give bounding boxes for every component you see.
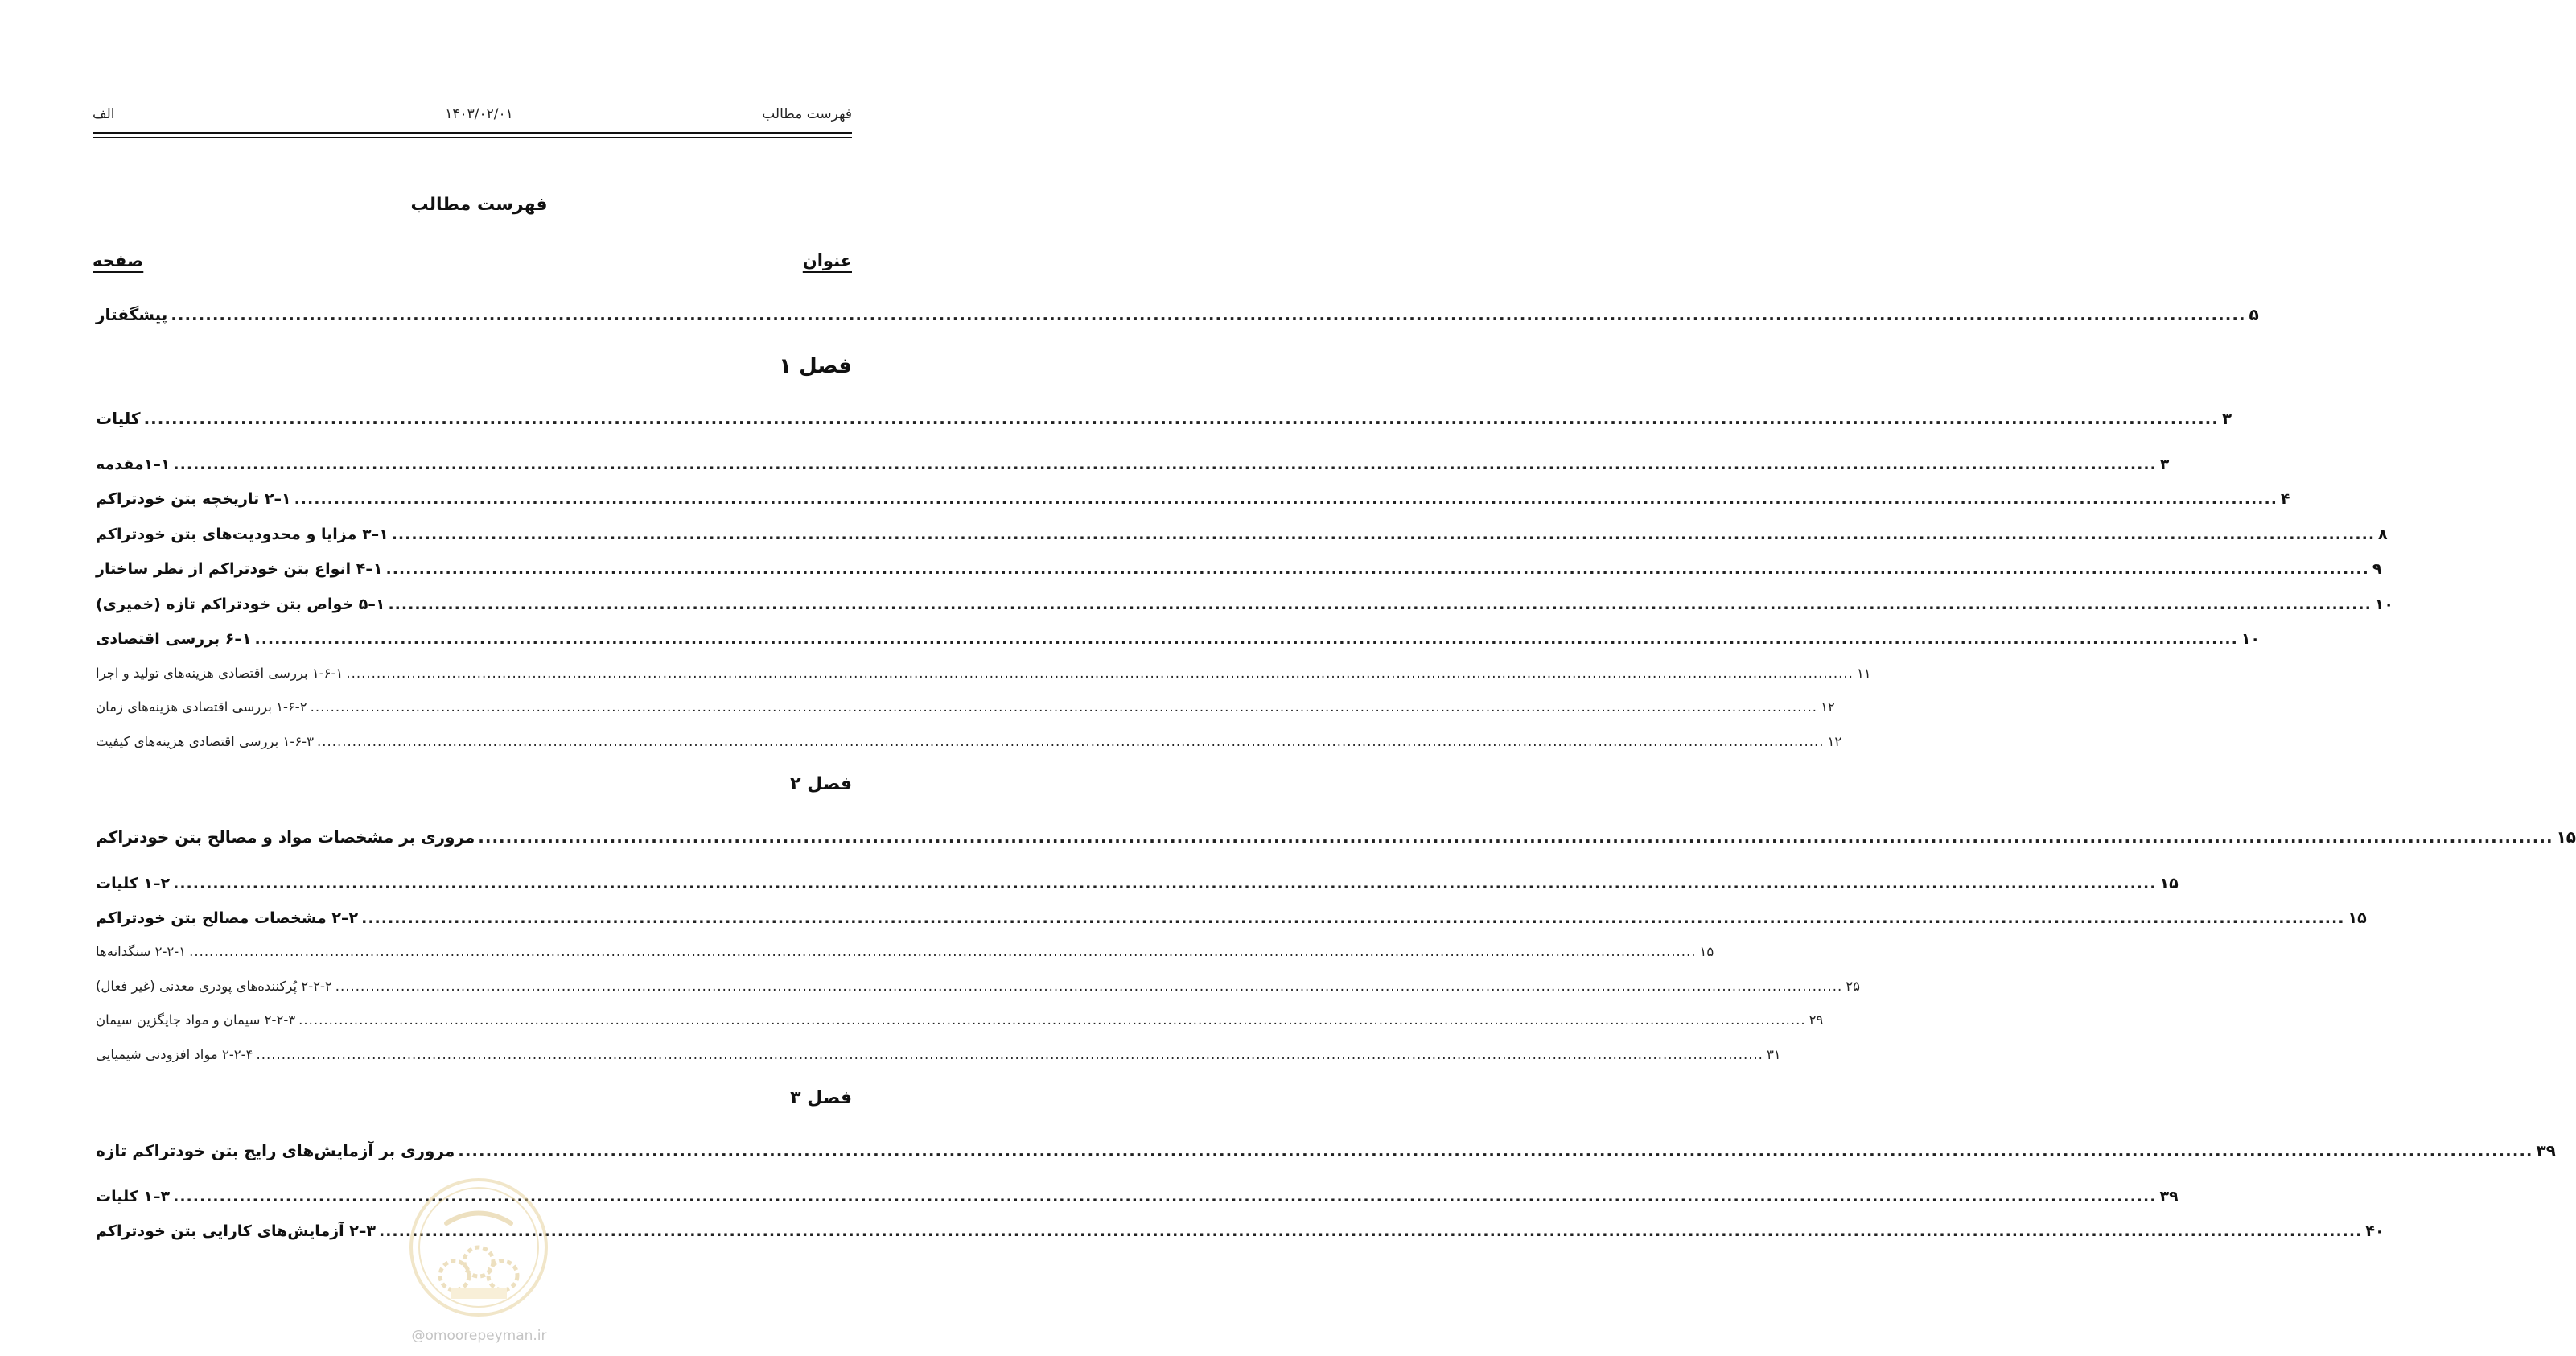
- toc-leader-dots: ............................................................................................................................................................................................................................................................................................................: [310, 699, 1818, 715]
- toc-entry-label: ۱–۲ تاریخچه بتن خودتراکم: [96, 490, 291, 508]
- toc-leader-dots: ............................................................................................................................................................................................................................................................................................................: [189, 944, 1697, 959]
- toc-entry-page: ۵: [2249, 305, 2259, 324]
- toc-entry-label: ۲-۲-۴ مواد افزودنی شیمیایی: [96, 1047, 253, 1062]
- toc-entry-page: ۲۵: [1846, 979, 1860, 994]
- toc-entry-chapter-heading[interactable]: [93, 825, 2576, 849]
- toc-entry-subsection[interactable]: [93, 940, 1714, 964]
- toc-leader-dots: ............................................................................................................................................................................................................................................................................................................: [361, 909, 2345, 927]
- toc-entry-section[interactable]: [93, 487, 2290, 511]
- toc-entry-label: ۱-۶-۳ بررسی اقتصادی هزینه‌های کیفیت: [96, 734, 314, 749]
- toc-entry-label: ۲–۱ کلیات: [96, 875, 171, 892]
- toc-entry-section[interactable]: [93, 452, 2170, 476]
- toc-entry-chapter-heading[interactable]: [93, 1139, 2556, 1163]
- seal-logo-icon: [406, 1175, 551, 1320]
- toc-leader-dots: ............................................................................................................................................................................................................................................................................................................: [458, 1141, 2533, 1160]
- toc-entry-section[interactable]: [93, 627, 2261, 651]
- toc-leader-dots: ............................................................................................................................................................................................................................................................................................................: [254, 630, 2238, 648]
- chapter-3-label: فصل ۳: [790, 1088, 852, 1108]
- toc-entry-section[interactable]: [93, 557, 2382, 581]
- toc-leader-dots: ............................................................................................................................................................................................................................................................................................................: [173, 875, 2157, 892]
- column-header-page: صفحه: [93, 251, 144, 270]
- toc-entry-page: ۳۱: [1766, 1047, 1781, 1062]
- toc-entry-page: ۲۹: [1809, 1012, 1824, 1028]
- toc-entry-label: ۱–۶ بررسی اقتصادی: [96, 630, 252, 648]
- toc-entry-subsection[interactable]: [93, 975, 1860, 999]
- toc-entry-page: ۱۵: [2159, 875, 2179, 892]
- watermark-handle: @omoorepeyman.ir: [411, 1328, 547, 1344]
- toc-entry-label: ۲-۲-۳ سیمان و مواد جایگزین سیمان: [96, 1012, 296, 1028]
- page-title: فهرست مطالب: [410, 195, 548, 215]
- toc-entry-subsection[interactable]: [93, 1008, 1824, 1032]
- toc-leader-dots: ............................................................................................................................................................................................................................................................................................................: [379, 1222, 2363, 1240]
- header-page-label: الف: [93, 106, 115, 122]
- toc-entry-label: کلیات: [96, 409, 141, 428]
- toc-entry-subsection[interactable]: [93, 730, 1842, 754]
- toc-leader-dots: ............................................................................................................................................................................................................................................................................................................: [388, 596, 2372, 613]
- toc-entry-label: پیشگفتار: [96, 305, 168, 324]
- toc-entry-page: ۴۰: [2365, 1222, 2385, 1240]
- toc-entry-label: ۱–۱مقدمه: [96, 455, 171, 473]
- toc-entry-page: ۱۲: [1821, 699, 1835, 715]
- toc-entry-section[interactable]: [93, 522, 2388, 546]
- toc-entry-page: ۱۵: [2348, 909, 2367, 927]
- toc-leader-dots: ............................................................................................................................................................................................................................................................................................................: [143, 409, 2219, 428]
- chapter-2-label: فصل ۲: [790, 774, 852, 794]
- toc-entry-subsection[interactable]: [93, 695, 1835, 719]
- toc-entry-label: ۱-۶-۲ بررسی اقتصادی هزینه‌های زمان: [96, 699, 307, 715]
- toc-entry-label: ۲–۲ مشخصات مصالح بتن خودتراکم: [96, 909, 359, 927]
- toc-entry-label: ۱-۶-۱ بررسی اقتصادی هزینه‌های تولید و اجرا: [96, 666, 344, 681]
- toc-entry-label: ۲-۲-۲ پُرکننده‌های پودری معدنی (غیر فعال): [96, 979, 332, 994]
- toc-entry-section[interactable]: [93, 872, 2179, 896]
- toc-leader-dots: ............................................................................................................................................................................................................................................................................................................: [478, 827, 2553, 847]
- toc-leader-dots: ............................................................................................................................................................................................................................................................................................................: [317, 734, 1825, 749]
- toc-entry-page: ۱۰: [2241, 630, 2261, 648]
- toc-entry-page: ۴: [2280, 490, 2290, 508]
- header-section-title: فهرست مطالب: [762, 106, 852, 122]
- toc-entry-label: ۲-۲-۱ سنگدانه‌ها: [96, 944, 187, 959]
- header-date: ۱۴۰۳/۰۲/۰۱: [445, 106, 513, 122]
- toc-entry-label: ۳–۲ آزمایش‌های کارایی بتن خودتراکم: [96, 1222, 376, 1240]
- header-rule-thin: [93, 137, 852, 138]
- toc-entry-label: مروری بر آزمایش‌های رایج بتن خودتراکم تازه: [96, 1141, 455, 1160]
- toc-entry-label: ۱–۴ انواع بتن خودتراکم از نظر ساختار: [96, 560, 383, 578]
- toc-entry-page: ۳۹: [2536, 1141, 2556, 1160]
- toc-entry-page: ۹: [2372, 560, 2382, 578]
- toc-entry-preface[interactable]: [93, 303, 2259, 327]
- toc-entry-label: ۳–۱ کلیات: [96, 1188, 171, 1206]
- toc-entry-page: ۱۵: [2556, 827, 2576, 847]
- toc-entry-subsection[interactable]: [93, 662, 1871, 686]
- toc-leader-dots: ............................................................................................................................................................................................................................................................................................................: [256, 1047, 1763, 1062]
- toc-entry-page: ۱۰: [2374, 596, 2393, 613]
- toc-entry-label: ۱–۵ خواص بتن خودتراکم تازه (خمیری): [96, 596, 385, 613]
- toc-entry-subsection[interactable]: [93, 1043, 1781, 1067]
- toc-entry-page: ۳: [2159, 455, 2170, 473]
- toc-entry-page: ۳: [2221, 409, 2232, 428]
- toc-leader-dots: ............................................................................................................................................................................................................................................................................................................: [391, 526, 2376, 543]
- toc-leader-dots: ............................................................................................................................................................................................................................................................................................................: [173, 1188, 2157, 1206]
- toc-leader-dots: ............................................................................................................................................................................................................................................................................................................: [298, 1012, 1806, 1028]
- toc-entry-page: ۳۹: [2159, 1188, 2179, 1206]
- toc-entry-section[interactable]: [93, 592, 2393, 616]
- column-header-title: عنوان: [802, 251, 852, 270]
- toc-leader-dots: ............................................................................................................................................................................................................................................................................................................: [173, 455, 2157, 473]
- toc-entry-label: ۱–۳ مزایا و محدودیت‌های بتن خودتراکم: [96, 526, 389, 543]
- toc-entry-section[interactable]: [93, 906, 2367, 930]
- toc-entry-label: مروری بر مشخصات مواد و مصالح بتن خودتراکم: [96, 827, 475, 847]
- toc-leader-dots: ............................................................................................................................................................................................................................................................................................................: [385, 560, 2369, 578]
- toc-leader-dots: ............................................................................................................................................................................................................................................................................................................: [335, 979, 1843, 994]
- chapter-1-label: فصل ۱: [779, 354, 852, 378]
- toc-leader-dots: ............................................................................................................................................................................................................................................................................................................: [346, 666, 1854, 681]
- toc-leader-dots: ............................................................................................................................................................................................................................................................................................................: [171, 305, 2246, 324]
- toc-entry-page: ۱۵: [1699, 944, 1714, 959]
- toc-entry-chapter-heading[interactable]: [93, 406, 2232, 431]
- toc-entry-page: ۱۱: [1856, 666, 1871, 681]
- toc-entry-page: ۱۲: [1827, 734, 1842, 749]
- header-rule-thick: [93, 132, 852, 134]
- toc-entry-page: ۸: [2378, 526, 2388, 543]
- toc-leader-dots: ............................................................................................................................................................................................................................................................................................................: [294, 490, 2278, 508]
